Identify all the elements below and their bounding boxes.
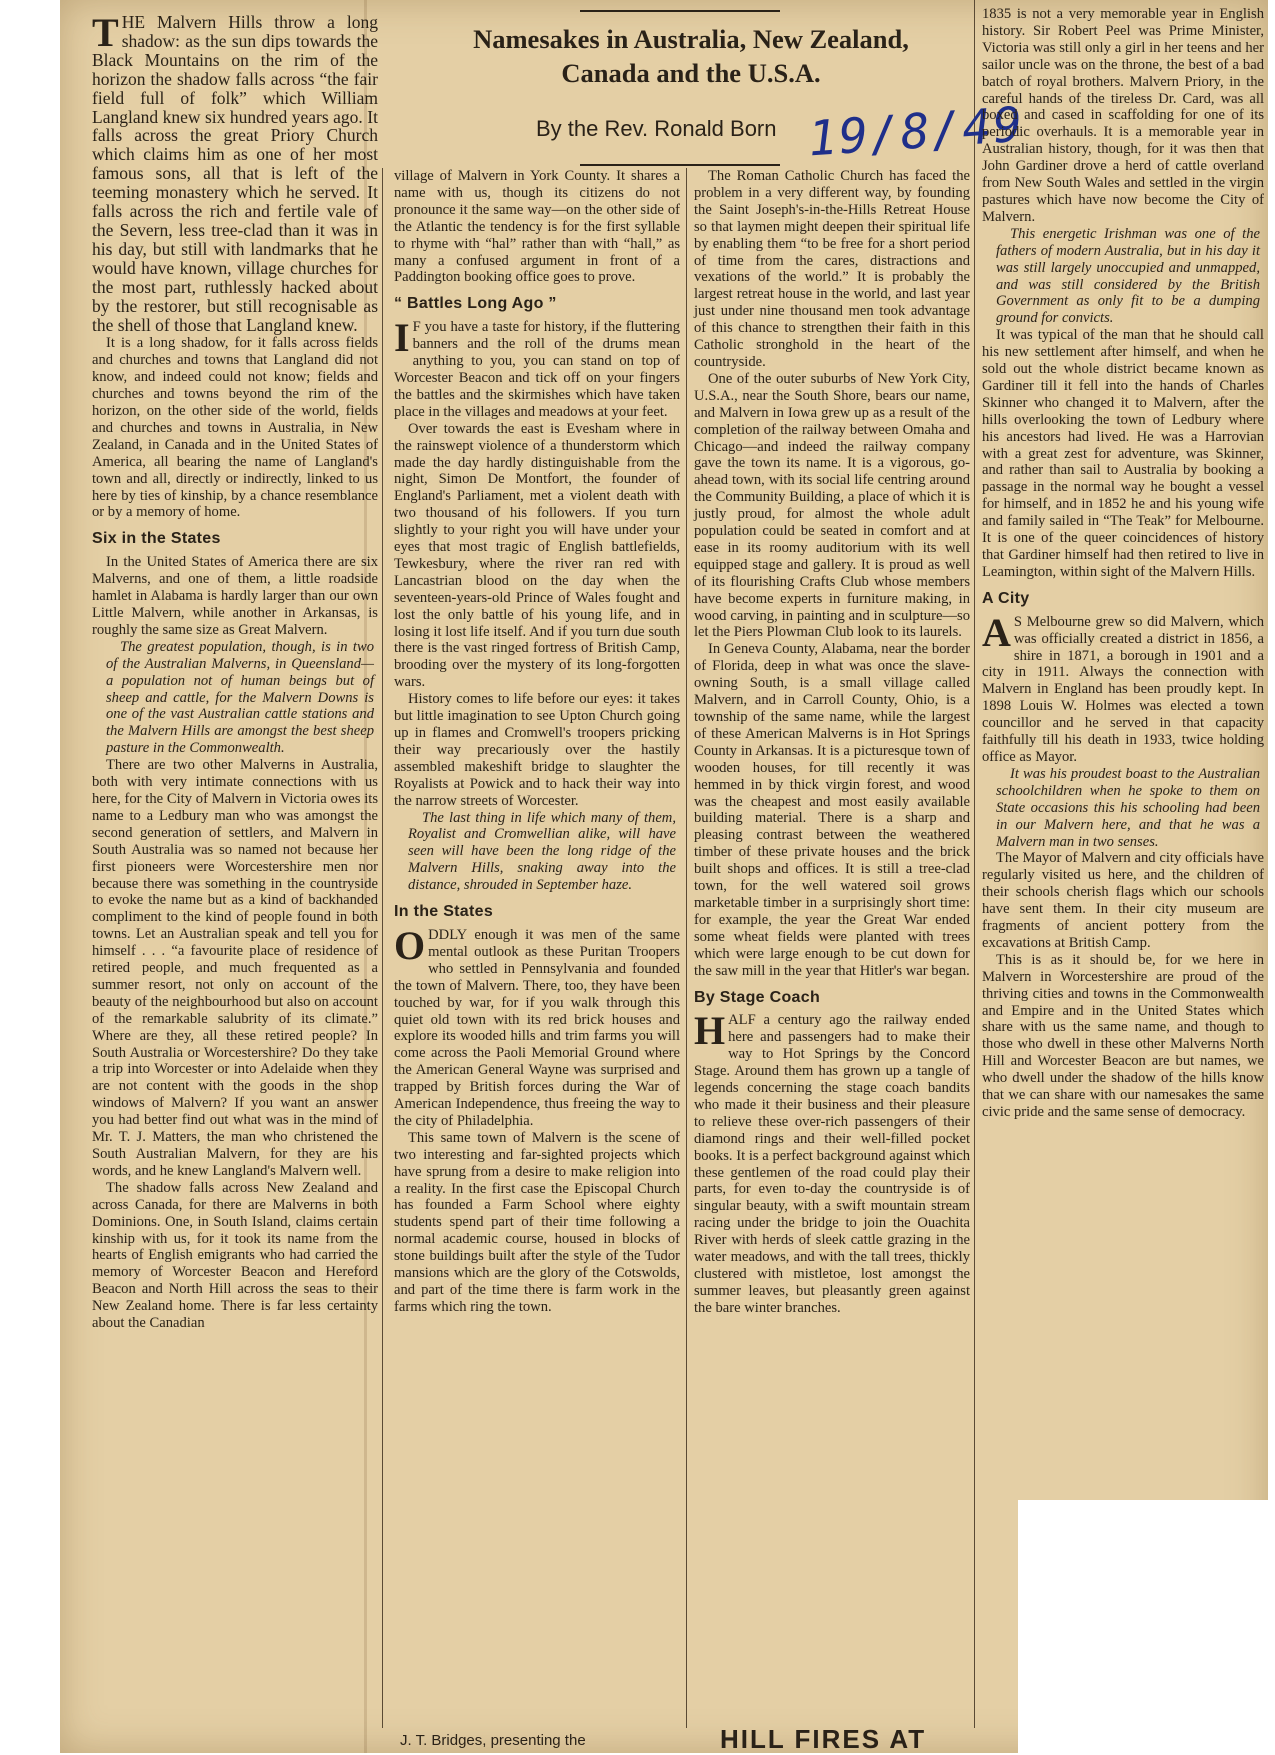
paragraph: village of Malvern in York County. It shares a name with us, though its citizens do not pronounce it the same way—on the other side of the Atlantic the tendency is for the first syllable to rhyme with “hal” rather than with “hall,” as many a confused argument in front of a Paddington booking office goes to prove. [394,168,680,286]
footer-headline: HILL FIRES AT [720,1724,927,1754]
subheading: In the States [394,903,494,921]
column-rule [382,168,383,1728]
torn-corner [1018,1500,1268,1753]
headline-line-2: Canada and the U.S.A. [561,58,821,88]
paragraph: HALF a century ago the railway ended here and passengers had to make their way to Hot Springs by the Concord Stage. Around them has grown up a tangle of legends concerning the stage coach bandits who made it their business and their pleasure to relieve these over-rich passengers of their diamond rings and their well-filled pocket books. It is a perfect background against which these gentlemen of the road could play their parts, for even to-day the countryside is of singular beauty, with a swift mountain stream racing under the bridge to join the Ouachita River with herds of sleek cattle grazing in the water meadows, and with the tall trees, thickly clustered with mistletoe, lost amongst the summer leaves, but pleasantly green against the bare winter branches. [694,1008,970,1316]
paragraph: Over towards the east is Evesham where in the rainswept violence of a thunderstorm which made the day hardly distinguishable from the night, Simon De Montfort, the founder of England's Parliament, met a violent death with two thousand of his followers. If you turn slightly to your right you will have under your eyes that most tragic of English battlefields, Tewkesbury, where the river ran red with Lancastrian blood on the day when the seventeen-years-old Prince of Wales fought and lost the only battle of his young life, and in losing it lost life itself. And if you turn due south there is the vast ringed fortress of British Camp, brooding over the mystery of its long-forgotten wars. [394,420,680,691]
italic-paragraph: This energetic Irishman was one of the fathers of modern Australia, but in his day it was still largely unoccupied and unmapped, and was still considered by the British Government as only fit to be a dumping ground for convicts. [996,225,1260,327]
paragraph: ODDLY enough it was men of the same mental outlook as these Puritan Troopers who settled in Pennsylvania and founded the town of Malvern. There, too, they have been touched by war, for if you walk through this quiet old town with its red brick houses and explore its wooded hills and trim farms you will come across the Paoli Memorial Ground where the American General Wayne was surprised and trapped by British forces during the War of American Independence, thus freeing the way to the city of Philadelphia. [394,922,680,1129]
paragraph: It was typical of the man that he should call his new settlement after himself, and when he sold out the whole district became known as Gardiner till it fell into the hands of Charles Skinner who changed it to Malvern, after the hills overlooking the town of Ledbury where his ancestors had lived. He was a Harrovian with a great zest for adventure, was Skinner, and rather than sail to Australia by booking a passage in the normal way he bought a vessel for himself, and in 1852 he and his young wife and family sailed in “The Teak” for Melbourne. It is one of the queer coincidences of history that Gardiner himself had then retired to live in Leamington, within sight of the Malvern Hills. [982,327,1264,580]
headline-rule-bottom [580,164,780,166]
italic-paragraph: It was his proudest boast to the Australian schoolchildren when he spoke to them on State occasions this his schooling had been in our Malvern here, and that he was a Malvern man in two senses. [996,765,1260,850]
paragraph: 1835 is not a very memorable year in English history. Sir Robert Peel was Prime Minister, Victoria was still only a girl in her teens and her sailor uncle was on the throne, the best of a bad batch of royal brothers. Malvern Priory, in the careful hands of the tireless Dr. Card, was all boxed and cased in scaffolding for one of its periodic overhauls. It is a memorable year in Australian history, though, for it was then that John Gardiner drove a herd of cattle overland from New South Wales and settled in the virgin pastures which have now become the City of Malvern. [982,6,1264,225]
paragraph: The Mayor of Malvern and city officials have regularly visited us here, and the children of their schools cherish flags which our schools have sent them. In their city museum are fragments of ancient pottery from the excavations at British Camp. [982,850,1264,951]
intro-paragraph: THE Malvern Hills throw a long shadow: as the sun dips towards the Black Mountains on the rim of the horizon the shadow falls across “the fair field full of folk” which William Langland knew six hundred years ago. It falls across the great Priory Church which claims him as one of her most famous sons, all that is left of the teeming monastery which he served. It falls across the rich and fertile vale of the Severn, less tree-clad than it was in his day, but still with landmarks that he would have known, village churches for the most part, ruthlessly hacked about by the restorer, but still recognisable as the shell of those that Langland knew. [92,10,378,335]
column-rule [686,168,687,1728]
handwritten-date: 19/8/49 [806,96,1026,168]
drop-cap: H [694,1008,726,1054]
column-1 [92,10,378,1332]
drop-cap: O [394,922,426,968]
paragraph: This same town of Malvern is the scene of two interesting and far-sighted projects which have sprung from a desire to make religion into a reality. In the first case the Episcopal Church has founded a Farm School where eighty students spend part of their time following a normal academic course, housed in blocks of stone buildings built after the style of the Tudor mansions which are the glory of the Cotswolds, and part of the time there is farm work in the farms which ring the town. [394,1129,680,1315]
column-4 [982,6,1264,1121]
drop-cap: A [982,609,1011,655]
drop-cap: T [92,10,119,55]
paragraph: One of the outer suburbs of New York City, U.S.A., near the South Shore, bears our name, and Malvern in Iowa grew up as a result of the completion of the railway between Omaha and Chicago—and indeed the railway company gave the town its name. It is a vigorous, go-ahead town, with its social life centring around the Community Building, a place of which it is justly proud, for almost the whole adult population could be seated in comfort and at ease in its roomy auditorium with its well equipped stage and gallery. It is proud as well of its flourishing Crafts Club whose members have become experts in furniture making, in wood carving, in painting and in sculpture—so let the Piers Plowman Club look to its laurels. [694,370,970,641]
subheading: By Stage Coach [694,988,821,1006]
paragraph: History comes to life before our eyes: it takes but little imagination to see Upton Church going up in flames and Cromwell's troopers pricking their way precariously over the hastily assembled makeshift bridge to slaughter the Royalists at Powick and to hack their way into the narrow streets of Worcester. [394,691,680,809]
byline: By the Rev. Ronald Born [536,116,777,141]
italic-paragraph: The last thing in life which many of them, Royalist and Cromwellian alike, will have seen will have been the long ridge of the Malvern Hills, snaking away into the distance, shrouded in September haze. [408,809,676,894]
column-rule [974,0,975,1728]
column-3 [694,168,970,1317]
paragraph: The Roman Catholic Church has faced the problem in a very different way, by founding the Saint Joseph's-in-the-Hills Retreat House so that laymen might deepen their spiritual life by enabling them “to be free for a short period of time from the cares, distractions and vexations of the world.” It is probably the largest retreat house in the world, and last year just under nine thousand men took advantage of this chance to strengthen their faith in this Catholic stronghold in the heart of the countryside. [694,168,970,370]
italic-paragraph: The greatest population, though, is in two of the Australian Malverns, in Queensland—a population not of human beings but of sheep and cattle, for the Malvern Downs is one of the vast Australian cattle stations and the Malvern Hills are amongst the best sheep pasture in the Commonwealth. [106,638,374,757]
subheading: Six in the States [92,530,221,548]
drop-cap: I [394,315,410,361]
paragraph: It is a long shadow, for it falls across fields and churches and towns that Langland did not know, and indeed could not know; fields and churches and towns beyond the rim of the horizon, on the other side of the world, fields and churches and towns in Australia, in New Zealand, in Canada and in the United States of America, all bearing the name of Langland's town and all, directly or indirectly, linked to us here by ties of kinship, by a chance resemblance or by a memory of home. [92,335,378,521]
subheading: A City [982,589,1030,607]
paragraph: In Geneva County, Alabama, near the border of Florida, deep in what was once the slave-owning South, is a small village called Malvern, and in Carroll County, Ohio, is a township of the same name, while the largest of these American Malverns is in Hot Springs County in Arkansas. It is a picturesque town of wooden houses, for till recently it was hemmed in by thick virgin forest, and wood was the cheapest and most easily available building material. There is a sharp and pleasing contrast between the weathered timber of these private houses and the brick built shops and offices. It is still a tree-clad town, for the well watered soil grows marketable timber in a surprisingly short time: for example, the year the Great War ended some wheat fields were planted with trees which were large enough to be cut down for the saw mill in the year that Hitler's war began. [694,641,970,979]
headline-rule-top [580,10,780,12]
headline-line-1: Namesakes in Australia, New Zealand, [473,24,909,54]
paragraph: This is as it should be, for we here in Malvern in Worcestershire are proud of the thriving cities and towns in the Commonwealth and Empire and in the United States which share with us the same name, and though to those who dwell in these other Malverns North Hill and Worcester Beacon are but names, we who dwell under the shadow of the hills know that we can share with our namesakes the same civic pride and the same sense of democracy. [982,951,1264,1120]
footer-caption: J. T. Bridges, presenting the [400,1732,586,1749]
paragraph: I F you have a taste for history, if the fluttering banners and the roll of the drums mean anything to you, you can stand on top of Worcester Beacon and tick off on your fingers the battles and the skirmishes which have taken place in the villages and meadows at your feet. [394,315,680,420]
paragraph: The shadow falls across New Zealand and across Canada, for there are Malverns in both Dominions. One, in South Island, claims certain kinship with us, for it took its name from the hearts of English emigrants who had carried the memory of Worcester Beacon and Hereford Beacon and North Hill across the seas to their New Zealand home. There is far less certainty about the Canadian [92,1179,378,1332]
paragraph: In the United States of America there are six Malverns, and one of them, a little roadside hamlet in Alabama is hardly larger than our own Little Malvern, while another in Arkansas, is roughly the same size as Great Malvern. [92,554,378,638]
column-2 [394,168,680,1316]
subheading: “ Battles Long Ago ” [394,295,557,313]
paragraph: A S Melbourne grew so did Malvern, which was officially created a district in 1856, a shire in 1871, a borough in 1901 and a city in 1911. Always the connection with Malvern in England has been proudly kept. In 1898 Louis W. Holmes was elected a town councillor and he served in that capacity faithfully till his death in 1933, twice holding office as Mayor. [982,609,1264,765]
headline [408,22,974,90]
paragraph: There are two other Malverns in Australia, both with very intimate connections with us here, for the City of Malvern in Victoria owes its name to a Ledbury man who was amongst the second generation of settlers, and Malvern in South Australia was so named not because her first pioneers were Worcestershire men nor because there was something in the countryside to evoke the name but as a kind of backhanded compliment to the kind of people found in both towns. Let an Australian speak and tell you for himself . . . “a favourite place of residence of retired people, and much frequented as a summer resort, not only on account of the beauty of the neighbourhood but also on account of the remarkable salubrity of its climate.” Where are they, all these retired people? In South Australia or Worcestershire? Do they take a trip into Worcester or into Adelaide when they are not content with the goods in the shop windows of Malvern? If you want an answer you had better find out what was in the mind of Mr. T. J. Matters, the man who christened the South Australian Malvern, for they are his words, and he knew Langland's Malvern well. [92,757,378,1179]
